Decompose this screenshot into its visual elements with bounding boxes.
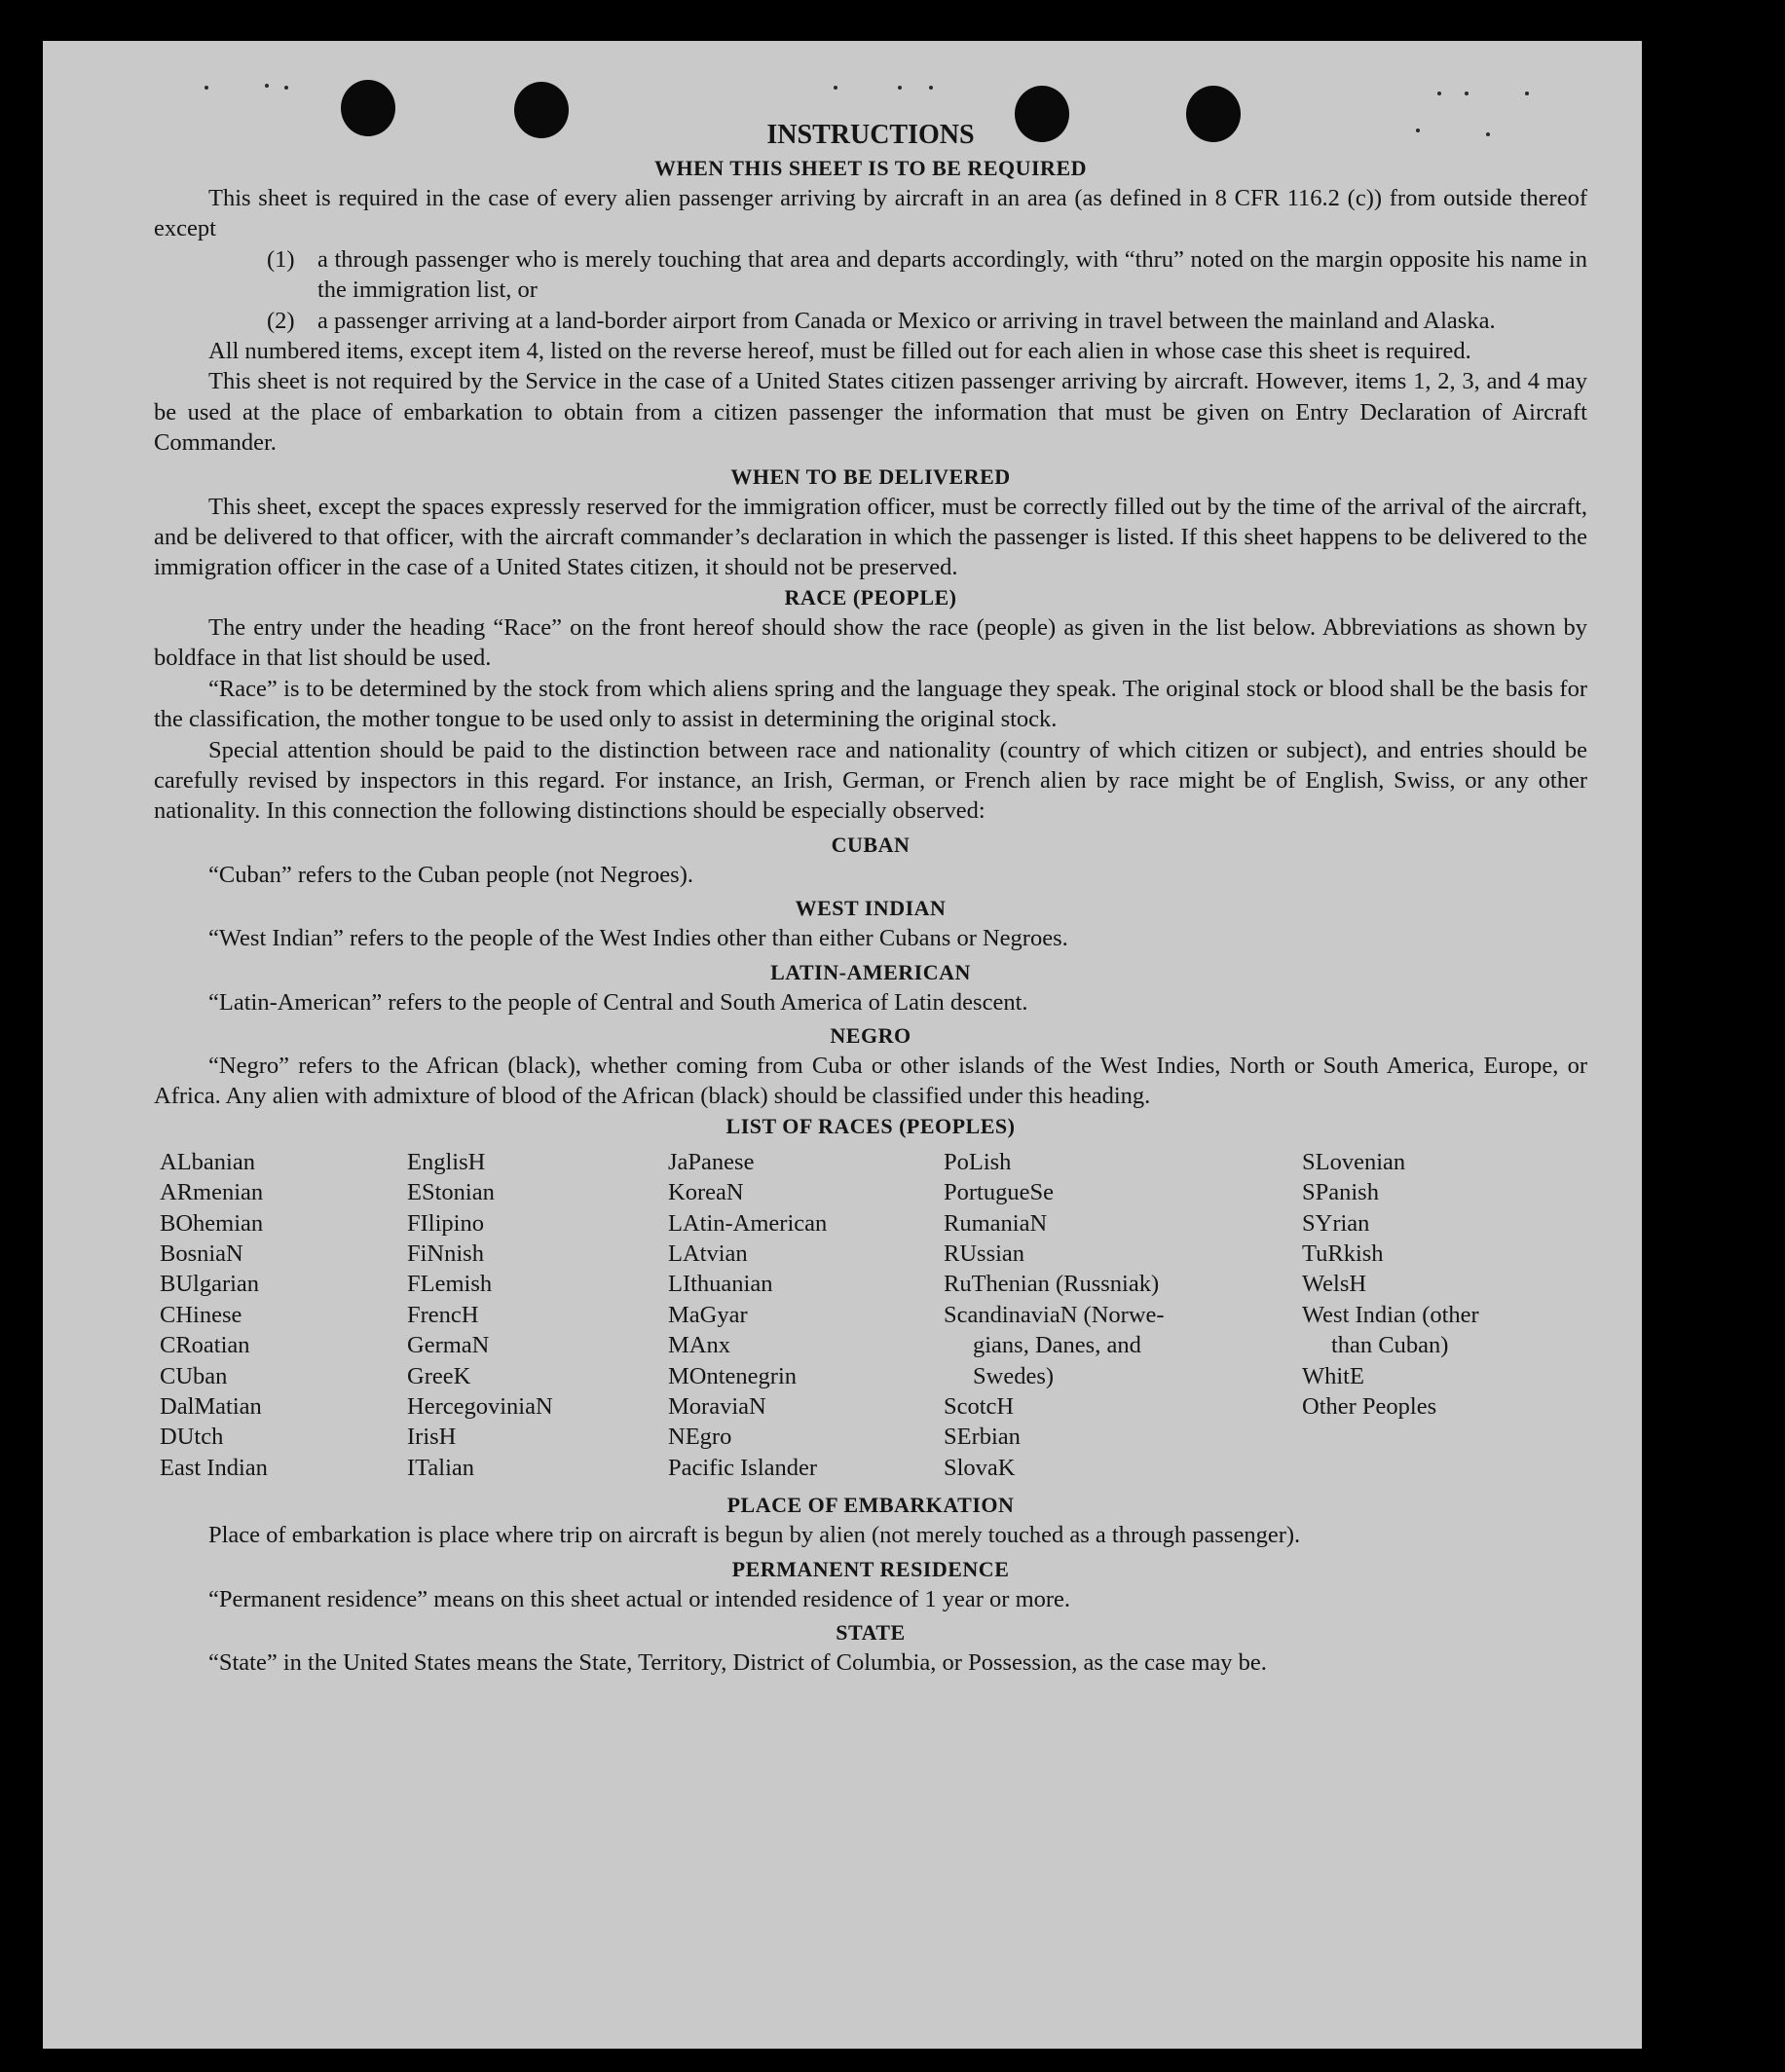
exception-number: (2) bbox=[267, 307, 295, 334]
paper-speck bbox=[265, 84, 269, 88]
race-entry: RUssian bbox=[944, 1240, 1025, 1267]
race-entry: FIlipino bbox=[407, 1209, 484, 1237]
race-entry: LAtin-American bbox=[668, 1209, 828, 1237]
race-entry: WhitE bbox=[1302, 1362, 1364, 1389]
race-entry-continued: than Cuban) bbox=[1331, 1332, 1449, 1359]
race-entry: ALbanian bbox=[160, 1148, 255, 1175]
race-entry: FiNnish bbox=[407, 1240, 484, 1267]
race-entry: JaPanese bbox=[668, 1148, 755, 1175]
race-entry: PortugueSe bbox=[944, 1179, 1054, 1206]
definition-text-cuban: “Cuban” refers to the Cuban people (not Negroes). bbox=[208, 861, 693, 888]
race-column bbox=[160, 1147, 407, 1483]
race-entry: MaGyar bbox=[668, 1301, 748, 1328]
race-entry: RuThenian (Russniak) bbox=[944, 1271, 1160, 1298]
race-entry: SPanish bbox=[1302, 1179, 1379, 1206]
embarkation-paragraph: Place of embarkation is place where trip on aircraft is begun by alien (not merely touched as a through passenger). bbox=[208, 1522, 1301, 1549]
exception-text: a passenger arriving at a land-border airport from Canada or Mexico or arriving in travel between the mainland and Alaska. bbox=[317, 307, 1496, 334]
race-entry: CHinese bbox=[160, 1301, 242, 1328]
race-entry: LAtvian bbox=[668, 1240, 748, 1267]
race-entry: SLovenian bbox=[1302, 1148, 1406, 1175]
definition-title-west-indian: WEST INDIAN bbox=[795, 896, 947, 921]
paper-speck bbox=[834, 86, 837, 90]
paper-speck bbox=[205, 86, 208, 90]
section-title-required: WHEN THIS SHEET IS TO BE REQUIRED bbox=[653, 156, 1088, 180]
race-entry: BOhemian bbox=[160, 1209, 264, 1237]
race-column bbox=[1302, 1147, 1561, 1483]
section-title-delivered: WHEN TO BE DELIVERED bbox=[730, 463, 1011, 489]
race-entry: TuRkish bbox=[1302, 1240, 1384, 1267]
definition-title-latin-american: LATIN-AMERICAN bbox=[770, 959, 971, 984]
exception-number: (1) bbox=[267, 245, 295, 273]
race-entry: MoraviaN bbox=[668, 1393, 766, 1420]
race-entry: DUtch bbox=[160, 1424, 224, 1451]
race-entry: SYrian bbox=[1302, 1209, 1370, 1237]
race-entry: ScotcH bbox=[944, 1393, 1015, 1420]
race-entry-continued: gians, Danes, and bbox=[973, 1332, 1141, 1359]
race-entry: SlovaK bbox=[944, 1454, 1016, 1481]
race-list bbox=[160, 1147, 1587, 1483]
race-entry: GreeK bbox=[407, 1362, 471, 1389]
citizen-paragraph: This sheet is not required by the Service in the case of a United States citizen passenger arriving by aircraft. However, items 1, 2, 3, and 4 may be used at the place of embarkation to obtain from a citizen passenger the information that must be given on Entry Declaration of Aircraft Commander. bbox=[154, 368, 1587, 457]
paper-speck bbox=[1525, 92, 1529, 95]
exception-text: a through passenger who is merely touching that area and departs accordingly, with “thru” noted on the margin opposite his name in the immigration list, or bbox=[317, 245, 1587, 304]
race-entry: ScandinaviaN (Norwe- bbox=[944, 1301, 1165, 1328]
race-entry: MOntenegrin bbox=[668, 1362, 797, 1389]
section-title-embarkation: PLACE OF EMBARKATION bbox=[726, 1493, 1015, 1518]
race-entry: WelsH bbox=[1302, 1271, 1367, 1298]
race-entry: FrencH bbox=[407, 1301, 479, 1328]
race-entry: NEgro bbox=[668, 1424, 732, 1451]
race-entry-continued: Swedes) bbox=[973, 1362, 1055, 1389]
section-title-residence: PERMANENT RESIDENCE bbox=[731, 1556, 1010, 1581]
race-paragraph: Special attention should be paid to the distinction between race and nationality (country of which citizen or subject), and entries should be carefully revised by inspectors in this regard. For instance, an Irish, German, or French alien by race might be of English, Swiss, or any other nationality. In this connection the following distinctions should be especially observed: bbox=[154, 736, 1587, 825]
race-entry: IrisH bbox=[407, 1424, 457, 1451]
race-entry: EStonian bbox=[407, 1179, 495, 1206]
state-paragraph: “State” in the United States means the State, Territory, District of Columbia, or Possession, as the case may be. bbox=[208, 1649, 1267, 1677]
paper-speck bbox=[929, 86, 933, 90]
race-entry: FLemish bbox=[407, 1271, 493, 1298]
required-intro: This sheet is required in the case of every alien passenger arriving by aircraft in an area (as defined in 8 CFR 116.2 (c)) from outside thereof except bbox=[154, 185, 1587, 242]
definition-title-negro: NEGRO bbox=[830, 1022, 911, 1048]
paper-speck bbox=[284, 86, 288, 90]
page-title: INSTRUCTIONS bbox=[766, 120, 975, 150]
delivered-paragraph: This sheet, except the spaces expressly reserved for the immigration officer, must be correctly filled out by the time of the arrival of the aircraft, and be delivered to that officer, with the aircraft commander’s declaration in which the passenger is listed. If this sheet happens to be delivered to the immigration officer in the case of a United States citizen, it should not be preserved. bbox=[154, 493, 1587, 581]
instructions-content bbox=[154, 117, 1587, 1678]
race-entry: DalMatian bbox=[160, 1393, 262, 1420]
paper-speck bbox=[1437, 92, 1441, 95]
document-sheet bbox=[43, 41, 1642, 2049]
definition-title-cuban: CUBAN bbox=[831, 832, 911, 857]
race-entry: PoLish bbox=[944, 1148, 1012, 1175]
exception-item bbox=[267, 244, 1587, 306]
numbered-items-paragraph: All numbered items, except item 4, listed on the reverse hereof, must be filled out for each alien in whose case this sheet is required. bbox=[208, 338, 1471, 365]
race-entry: East Indian bbox=[160, 1454, 268, 1481]
race-entry: GermaN bbox=[407, 1332, 490, 1359]
race-entry: HercegoviniaN bbox=[407, 1393, 553, 1420]
race-entry: EnglisH bbox=[407, 1148, 486, 1175]
race-entry: SErbian bbox=[944, 1424, 1021, 1451]
race-entry: LIthuanian bbox=[668, 1271, 773, 1298]
race-entry: Pacific Islander bbox=[668, 1454, 818, 1481]
race-list-title: LIST OF RACES (PEOPLES) bbox=[725, 1113, 1016, 1138]
race-entry: ARmenian bbox=[160, 1179, 264, 1206]
race-entry: CUban bbox=[160, 1362, 228, 1389]
race-entry: West Indian (other bbox=[1302, 1301, 1479, 1328]
exception-item bbox=[267, 306, 1587, 336]
race-column bbox=[407, 1147, 668, 1483]
definition-text-negro: “Negro” refers to the African (black), whether coming from Cuba or other islands of the West Indies, North or South America, Europe, or Africa. Any alien with admixture of blood of the African (black) should be classified under this heading. bbox=[154, 1052, 1587, 1110]
race-entry: BUlgarian bbox=[160, 1271, 260, 1298]
section-title-race: RACE (PEOPLE) bbox=[784, 584, 957, 610]
race-paragraph: The entry under the heading “Race” on the front hereof should show the race (people) as given in the list below. Abbreviations as shown by boldface in that list should be used. bbox=[154, 613, 1587, 672]
race-paragraph: “Race” is to be determined by the stock from which aliens spring and the language they speak. The original stock or blood shall be the basis for the classification, the mother tongue to be used only to assist in determining the original stock. bbox=[154, 675, 1587, 733]
race-entry: Other Peoples bbox=[1302, 1393, 1437, 1420]
paper-speck bbox=[1465, 92, 1469, 95]
definition-text-latin-american: “Latin-American” refers to the people of Central and South America of Latin descent. bbox=[208, 988, 1028, 1016]
paper-speck bbox=[898, 86, 902, 90]
residence-paragraph: “Permanent residence” means on this sheet actual or intended residence of 1 year or more. bbox=[208, 1585, 1071, 1612]
definition-text-west-indian: “West Indian” refers to the people of the West Indies other than either Cubans or Negroes. bbox=[208, 925, 1068, 952]
race-entry: CRoatian bbox=[160, 1332, 250, 1359]
section-title-state: STATE bbox=[836, 1620, 906, 1646]
race-column bbox=[944, 1147, 1302, 1483]
race-entry: MAnx bbox=[668, 1332, 730, 1359]
race-entry: BosniaN bbox=[160, 1240, 243, 1267]
race-entry: RumaniaN bbox=[944, 1209, 1048, 1237]
race-entry: KoreaN bbox=[668, 1179, 744, 1206]
race-column bbox=[668, 1147, 944, 1483]
race-entry: ITalian bbox=[407, 1454, 475, 1481]
